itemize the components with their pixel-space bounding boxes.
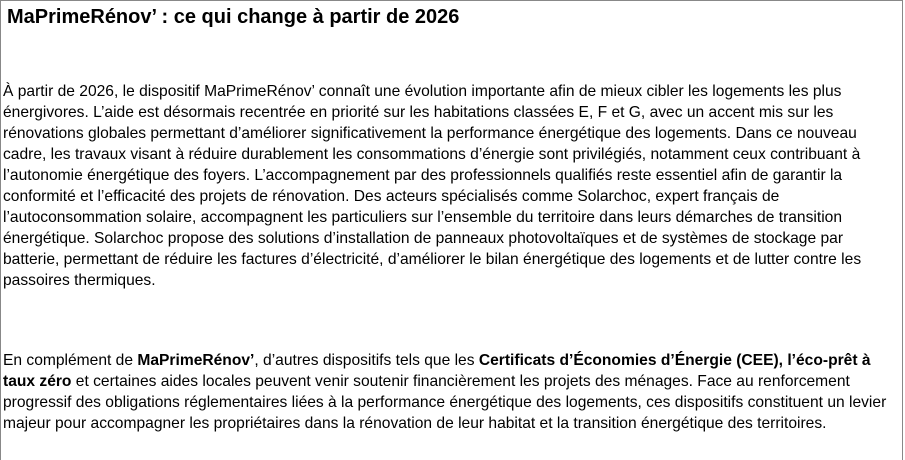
paragraph-2-bold-cee-eco-pret: Certificats d’Économies d’Énergie (CEE), l’éco-prêt à taux zéro: [3, 352, 871, 390]
article-paragraph-1: À partir de 2026, le dispositif MaPrimeRénov’ connaît une évolution importante afin de mieux cibler les logements les plus énergivores. L’aide est désormais recentrée en priorité sur les habitations classées E, F et G, avec un accent mis sur les rénovations globales permettant d’améliorer significativement la performance énergétique des logements. Dans ce nouveau cadre, les travaux visant à réduire durablement les consommations d’énergie sont privilégiés, notamment ceux contribuant à l’autonomie énergétique des foyers. L’accompagnement par des professionnels qualifiés reste essentiel afin de garantir la conformité et l’efficacité des projets de rénovation. Des acteurs spécialisés comme Solarchoc, expert français de l’autoconsommation solaire, accompagnent les particuliers sur l’ensemble du territoire dans leurs démarches de transition énergétique. Solarchoc propose des solutions d’installation de panneaux photovoltaïques et de systèmes de stockage par batterie, permettant de réduire les factures d’électricité, d’améliorer le bilan énergétique des logements et de lutter contre les passoires thermiques.: [3, 83, 862, 289]
article-title: MaPrimeRénov’ : ce qui change à partir de 2026: [7, 6, 460, 28]
paragraph-2-bold-maprimerenov: MaPrimeRénov’: [137, 352, 255, 369]
paragraph-2-mid: , d’autres dispositifs tels que les: [254, 352, 479, 369]
paragraph-2-intro: En complément de: [3, 352, 138, 369]
paragraph-2-rest: et certaines aides locales peuvent venir soutenir financièrement les projets des ménages. Face au renforcement progressif des obligations réglementaires liées à la performance énergétique des logements, ces dispositifs constituent un levier majeur pour accompagner les propriétaires dans la rénovation de leur habitat et la transition énergétique des territoires.: [3, 373, 887, 432]
article-paragraph-2: [3, 350, 903, 434]
